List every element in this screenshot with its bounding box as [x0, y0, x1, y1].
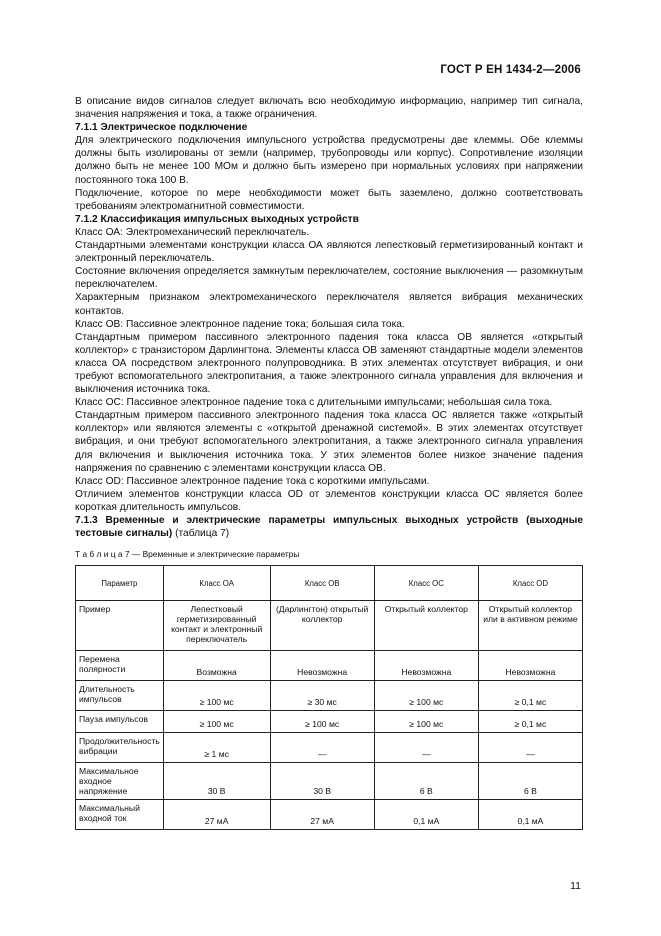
paragraph: Класс OD: Пассивное электронное падение тока с короткими импульсами.	[75, 475, 430, 487]
table-cell: Возможна	[163, 651, 270, 681]
parameters-table	[75, 565, 583, 830]
table-cell: (Дарлингтон) открытый коллектор	[270, 601, 374, 651]
column-header: Класс ОВ	[270, 566, 374, 601]
paragraph: Подключение, которое по мере необходимости может быть заземлено, должно соответствовать требованиям электромагнитной совместимости.	[75, 187, 583, 212]
table-cell: 6 В	[478, 763, 582, 800]
paragraph: Стандартным примером пассивного электронного падения тока класса ОС является также «открытый коллектор» или являются элементы с «открытой дренажной системой». В этих элементах отсутствует вибрация, и они требуют вспомогательного электропитания, а также электронного сигнала управления для включения и выключения источника тока. У этих элементов более низкое значение падения напряжения по сравнению с элементами конструкции класса ОВ.	[75, 410, 583, 474]
table-cell: —	[478, 733, 582, 763]
table-cell: Пример	[76, 601, 164, 651]
table-cell: ≥ 1 мс	[163, 733, 270, 763]
table-row	[76, 651, 583, 681]
table-cell: 0,1 мА	[478, 800, 582, 830]
section-heading: 7.1.2 Классификация импульсных выходных устройств	[75, 213, 359, 225]
paragraph: Стандартным примером пассивного электронного падения тока класса ОВ является «открытый коллектор» с транзистором Дарлингтона. Элементы класса ОВ заменяют стандартные модели элементов класса ОА посредством электронного полупроводника. В этих элементах отсутствует вибрация, и они требуют вспомогательного электропитания, а также электронного сигнала управления для включения и выключения источника тока.	[75, 331, 583, 396]
table-cell: Максимальное входное напряжение	[76, 763, 164, 800]
table-cell: 27 мА	[163, 800, 270, 830]
paragraph: Характерным признаком электромеханического переключателя является вибрация механических контактов.	[75, 292, 583, 317]
page-number: 11	[570, 880, 581, 892]
table-row	[76, 681, 583, 711]
table-cell: 30 В	[270, 763, 374, 800]
document-header: ГОСТ Р ЕН 1434-2—2006	[440, 64, 581, 76]
table-cell: Максимальный входной ток	[76, 800, 164, 830]
heading-tail: (таблица 7)	[172, 528, 230, 540]
table-cell: Невозможна	[374, 651, 478, 681]
table-cell: Невозможна	[478, 651, 582, 681]
table-cell: ≥ 100 мс	[270, 711, 374, 733]
table-cell: ≥ 0,1 мс	[478, 681, 582, 711]
paragraph: Класс ОА: Электромеханический переключатель.	[75, 226, 310, 238]
table-cell: —	[270, 733, 374, 763]
table-cell: ≥ 100 мс	[374, 681, 478, 711]
column-header: Параметр	[76, 566, 164, 601]
paragraph: Стандартными элементами конструкции класса ОА являются лепестковый герметизированный контакт и электронный переключатель.	[75, 240, 583, 265]
table-cell: 27 мА	[270, 800, 374, 830]
column-header: Класс ОА	[163, 566, 270, 601]
paragraph: Для электрического подключения импульсного устройства предусмотрены две клеммы. Обе клеммы должны быть изолированы от земли (например, трубопроводы или корпус). Сопротивление изоляции должно быть не менее 100 МОм и должно быть измерено при нормальных условиях при напряжении постоянного тока 100 В.	[75, 135, 583, 186]
table-cell: ≥ 100 мс	[163, 711, 270, 733]
column-header: Класс OD	[478, 566, 582, 601]
table-caption: Т а б л и ц а 7 — Временные и электрические параметры	[75, 549, 300, 559]
section-heading: 7.1.1 Электрическое подключение	[75, 122, 248, 134]
paragraph: Класс ОВ: Пассивное электронное падение тока; большая сила тока.	[75, 318, 405, 330]
paragraph: Класс ОС: Пассивное электронное падение тока с длительными импульсами; небольшая сила тока.	[75, 397, 553, 409]
table-cell: ≥ 100 мс	[374, 711, 478, 733]
table-cell: 6 В	[374, 763, 478, 800]
table-cell: Длительность импульсов	[76, 681, 164, 711]
table-cell: 30 В	[163, 763, 270, 800]
table-cell: ≥ 0,1 мс	[478, 711, 582, 733]
table-row	[76, 601, 583, 651]
heading-text: 7.1.3 Временные и электрические параметры импульсных выходных устройств (выходные тестовые сигналы)	[75, 515, 583, 540]
table-row	[76, 763, 583, 800]
table-cell: Невозможна	[270, 651, 374, 681]
table-cell: Лепестковый герметизированный контакт и электронный переключатель	[163, 601, 270, 651]
body-text	[75, 95, 583, 540]
table-row	[76, 711, 583, 733]
paragraph: В описание видов сигналов следует включать всю необходимую информацию, например тип сигнала, значения напряжения и тока, а также ограничения.	[75, 96, 583, 121]
table-cell: Открытый коллектор или в активном режиме	[478, 601, 582, 651]
table-cell: ≥ 30 мс	[270, 681, 374, 711]
table-cell: Открытый коллектор	[374, 601, 478, 651]
paragraph: Отличием элементов конструкции класса OD от элементов конструкции класса ОС является более короткая длительность импульсов.	[75, 488, 583, 513]
paragraph: Состояние включения определяется замкнутым переключателем, состояние выключения — разомкнутым переключателем.	[75, 266, 583, 291]
table-cell: Продолжительность вибрации	[76, 733, 164, 763]
column-header: Класс ОС	[374, 566, 478, 601]
table-cell: Перемена полярности	[76, 651, 164, 681]
table-cell: Пауза импульсов	[76, 711, 164, 733]
table-cell: ≥ 100 мс	[163, 681, 270, 711]
table-header-row	[76, 566, 583, 601]
table-row	[76, 733, 583, 763]
table-cell: —	[374, 733, 478, 763]
section-heading	[75, 514, 583, 540]
table-row	[76, 800, 583, 830]
table-cell: 0,1 мА	[374, 800, 478, 830]
